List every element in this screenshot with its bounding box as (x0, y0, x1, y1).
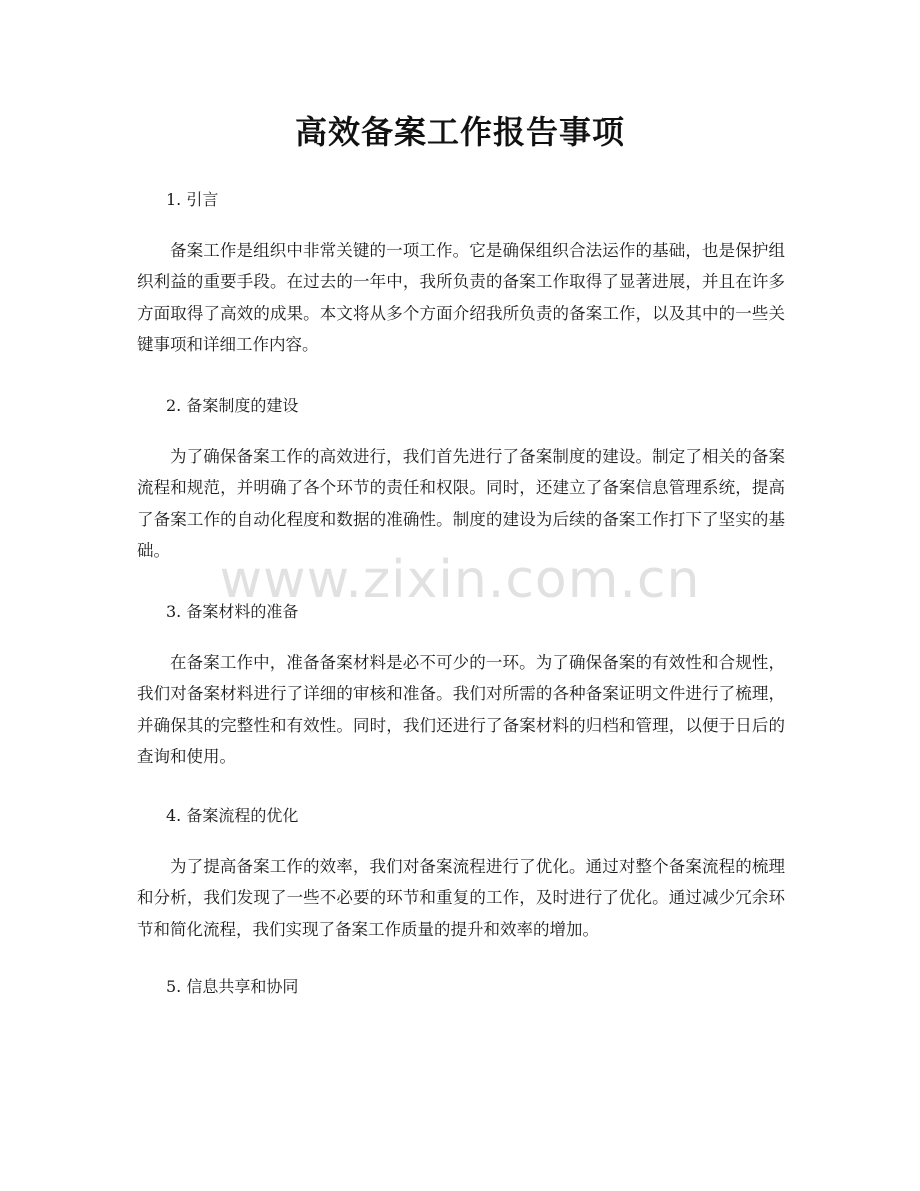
document-title: 高效备案工作报告事项 (294, 113, 625, 151)
section-paragraph-process-optimization: 为了提高备案工作的效率，我们对备案流程进行了优化。通过对整个备案流程的梳理和分析，我们发现了一些不必要的环节和重复的工作，及时进行了优化。通过减少冗余环节和简化流程，我们实现了备案工作质量的提升和效率的增加。 (137, 857, 785, 939)
section-heading-introduction: 1. 引言 (166, 190, 219, 209)
section-paragraph-introduction: 备案工作是组织中非常关键的一项工作。它是确保组织合法运作的基础，也是保护组织利益的重要手段。在过去的一年中，我所负责的备案工作取得了显著进展，并且在许多方面取得了高效的成果。本文将从多个方面介绍我所负责的备案工作，以及其中的一些关键事项和详细工作内容。 (137, 241, 785, 354)
section-heading-process-optimization: 4. 备案流程的优化 (166, 806, 299, 825)
watermark-text: www.zixin.com.cn (219, 550, 701, 610)
section-heading-system-construction: 2. 备案制度的建设 (166, 396, 299, 415)
section-paragraph-materials-preparation: 在备案工作中，准备备案材料是必不可少的一环。为了确保备案的有效性和合规性，我们对备案材料进行了详细的审核和准备。我们对所需的各种备案证明文件进行了梳理，并确保其的完整性和有效性。同时，我们还进行了备案材料的归档和管理，以便于日后的查询和使用。 (137, 653, 785, 766)
section-heading-information-sharing: 5. 信息共享和协同 (166, 977, 299, 996)
section-paragraph-system-construction: 为了确保备案工作的高效进行，我们首先进行了备案制度的建设。制定了相关的备案流程和规范，并明确了各个环节的责任和权限。同时，还建立了备案信息管理系统，提高了备案工作的自动化程度和数据的准确性。制度的建设为后续的备案工作打下了坚实的基础。 (137, 447, 785, 560)
section-heading-materials-preparation: 3. 备案材料的准备 (166, 602, 299, 621)
